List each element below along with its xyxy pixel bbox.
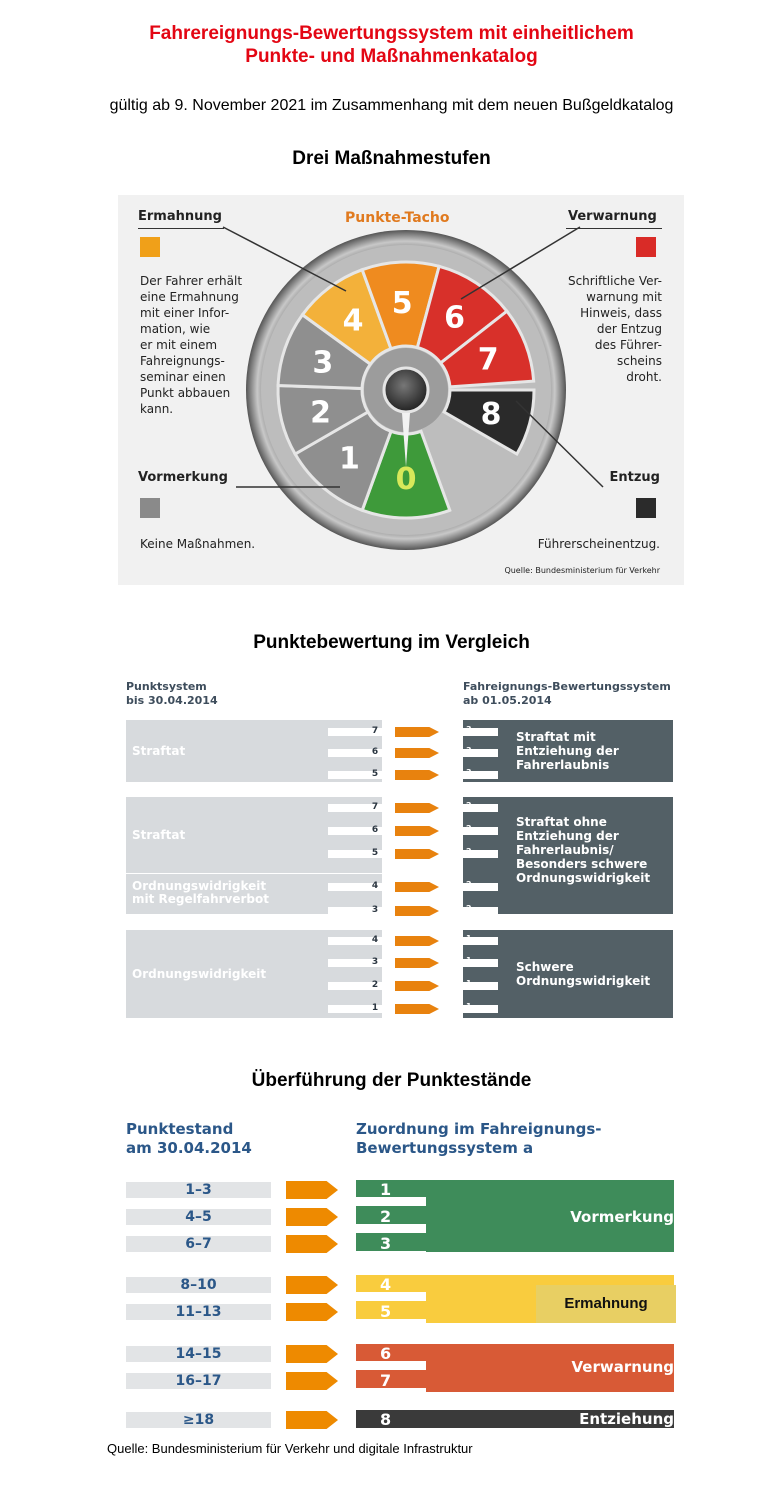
arrow-icon	[286, 1303, 338, 1321]
right-row-number: 2	[466, 801, 472, 810]
section3-heading: Überführung der Punktestände	[251, 1070, 532, 1091]
right-row-number: 2	[466, 824, 472, 833]
left-header-line1: Punktestand	[126, 1120, 234, 1138]
right-header-line1: Fahreignungs-Bewertungssystem	[463, 680, 671, 693]
right-row-number: 1	[466, 934, 472, 943]
arrow-icon	[286, 1208, 338, 1226]
verwarnung-description-line: der Entzug	[596, 322, 662, 336]
right-group-label: Straftat mit	[516, 730, 596, 744]
page-subtitle: gültig ab 9. November 2021 im Zusammenhang mit dem neuen Bußgeldkatalog	[109, 97, 674, 114]
left-group-label: Ordnungswidrigkeit	[132, 879, 267, 893]
left-header-line2: bis 30.04.2014	[126, 694, 218, 707]
verwarnung-description-line: Hinweis, dass	[580, 306, 662, 320]
arrow-icon	[395, 1004, 439, 1014]
left-group-label: Straftat	[132, 827, 186, 842]
right-group-label: Ordnungswidrigkeit	[516, 871, 651, 885]
punktestand-range: ≥18	[182, 1412, 215, 1428]
verwarnung-description-line: droht.	[626, 370, 662, 384]
arrow-icon	[395, 958, 439, 968]
punkte-tacho-graphic	[118, 195, 684, 585]
right-group-label: Entziehung der	[516, 829, 619, 843]
ermahnung-color-swatch	[140, 237, 160, 257]
arrow-icon	[286, 1345, 338, 1363]
left-row-number: 5	[371, 769, 379, 779]
arrow-icon	[395, 770, 439, 780]
arrow-icon	[286, 1411, 338, 1429]
ermahnung-description-line: Fahreignungs-	[140, 354, 225, 368]
right-row-number: 2	[466, 880, 472, 889]
left-group-label: mit Regelfahrverbot	[132, 892, 269, 906]
right-group-label: Fahrerlaubnis	[516, 758, 610, 772]
right-row-number: 1	[466, 1002, 472, 1011]
left-group-label: Straftat	[132, 743, 186, 758]
left-row-number: 7	[371, 802, 379, 812]
arrow-icon	[286, 1181, 338, 1199]
ermahnung-description-line: seminar einen	[140, 370, 226, 384]
tacho-title: Punkte-Tacho	[345, 210, 450, 226]
left-row-number: 4	[371, 935, 379, 945]
gauge-number-4: 4	[342, 303, 364, 339]
left-row-number: 1	[371, 1003, 379, 1013]
punktebewertung-vergleich	[118, 670, 684, 1025]
verwarnung-color-swatch	[636, 237, 656, 257]
fab-points: 2	[380, 1207, 392, 1226]
arrow-icon	[286, 1372, 338, 1390]
ermahnung-description-line: kann.	[140, 402, 174, 416]
ermahnung-description-line: er mit einem	[140, 338, 218, 352]
punktestand-range: 4–5	[185, 1209, 212, 1225]
tacho-source: Quelle: Bundesministerium für Verkehr	[504, 566, 660, 575]
gauge-hub	[384, 368, 428, 412]
left-row-number: 3	[371, 957, 379, 967]
punktestand-range: 16–17	[175, 1373, 222, 1389]
left-row-number: 3	[371, 905, 379, 915]
right-row-number: 1	[466, 956, 472, 965]
verwarnung-underline	[566, 228, 662, 229]
right-group-label: Schwere	[516, 960, 574, 974]
vormerkung-description: Keine Maßnahmen.	[140, 537, 256, 551]
gauge-number-1: 1	[338, 441, 360, 477]
ueberfuehrung-punktestaende	[118, 1110, 684, 1430]
right-row-number: 2	[466, 904, 472, 913]
arrow-icon	[395, 882, 439, 892]
punktestand-range: 1–3	[185, 1182, 212, 1198]
left-row-number: 6	[371, 825, 379, 835]
arrow-icon	[395, 936, 439, 946]
right-header-line2: ab 01.05.2014	[463, 694, 552, 707]
fab-points: 7	[380, 1371, 392, 1390]
category-label-vormerkung: Vormerkung	[570, 1208, 674, 1226]
right-row-number: 3	[466, 725, 472, 734]
right-group-label: Entziehung der	[516, 744, 619, 758]
tacho-title-vormerkung: Vormerkung	[138, 470, 228, 485]
left-row-number: 4	[371, 881, 379, 891]
gauge-number-5: 5	[391, 286, 413, 322]
page-title-line2: Punkte- und Maßnahmenkatalog	[245, 46, 538, 67]
arrow-icon	[395, 981, 439, 991]
fab-points: 6	[380, 1344, 392, 1363]
ermahnung-description-line: eine Ermahnung	[140, 290, 239, 304]
right-group-label: Besonders schwere	[516, 857, 648, 871]
tacho-title-verwarnung: Verwarnung	[568, 209, 657, 224]
right-group-label: Fahrerlaubnis/	[516, 843, 614, 857]
punktestand-range: 6–7	[185, 1236, 212, 1252]
ermahnung-description-line: mation, wie	[140, 322, 211, 336]
section1-heading: Drei Maßnahmestufen	[292, 148, 491, 169]
verwarnung-description-line: des Führer-	[594, 338, 662, 352]
right-row-number: 3	[466, 768, 472, 777]
verwarnung-description-line: scheins	[616, 354, 662, 368]
left-row-number: 5	[371, 848, 379, 858]
vormerkung-color-swatch	[140, 498, 160, 518]
arrow-icon	[395, 849, 439, 859]
ermahnung-description	[140, 273, 290, 417]
category-label-entziehung: Entziehung	[579, 1410, 674, 1428]
ermahnung-description-line: mit einer Infor-	[140, 306, 230, 320]
ermahnung-description-line: Punkt abbauen	[140, 386, 231, 400]
gauge-number-0: 0	[395, 462, 417, 497]
arrow-icon	[395, 906, 439, 916]
right-row-number: 3	[466, 746, 472, 755]
section2-heading: Punktebewertung im Vergleich	[253, 632, 530, 653]
footer-source: Quelle: Bundesministerium für Verkehr und digitale Infrastruktur	[107, 1441, 473, 1456]
left-header-line1: Punktsystem	[126, 680, 207, 693]
tacho-title-ermahnung: Ermahnung	[138, 209, 222, 224]
entzug-description: Führerscheinentzug.	[537, 537, 660, 551]
fab-points: 8	[380, 1410, 392, 1429]
left-row-number: 2	[371, 980, 379, 990]
fab-points: 4	[380, 1275, 392, 1294]
ermahnung-underline	[138, 228, 224, 229]
gauge-number-3: 3	[312, 345, 334, 381]
ermahnung-description-line: Der Fahrer erhält	[140, 274, 243, 288]
fab-points: 1	[380, 1180, 392, 1199]
arrow-icon	[395, 748, 439, 758]
arrow-icon	[395, 803, 439, 813]
gauge-number-6: 6	[444, 300, 466, 336]
fab-points: 3	[380, 1234, 392, 1253]
punktestand-range: 8–10	[180, 1277, 217, 1293]
entzug-color-swatch	[636, 498, 656, 518]
arrow-icon	[286, 1276, 338, 1294]
right-group-label: Straftat ohne	[516, 815, 607, 829]
tacho-title-entzug: Entzug	[609, 470, 660, 485]
right-row-number: 1	[466, 979, 472, 988]
category-label-verwarnung: Verwarnung	[571, 1358, 674, 1376]
verwarnung-description	[522, 273, 662, 385]
category-label-ermahnung: Ermahnung	[536, 1285, 676, 1323]
punktestand-range: 14–15	[175, 1346, 222, 1362]
right-row-number: 2	[466, 847, 472, 856]
left-group-label: Ordnungswidrigkeit	[132, 966, 267, 981]
page-title-line1: Fahrereignungs-Bewertungssystem mit einheitlichem	[149, 23, 634, 44]
gauge-number-8: 8	[480, 396, 502, 432]
fab-points: 5	[380, 1302, 392, 1321]
verwarnung-description-line: Schriftliche Ver-	[567, 274, 662, 288]
gauge-number-7: 7	[477, 342, 499, 378]
punktestand-range: 11–13	[175, 1304, 222, 1320]
left-row-number: 7	[371, 726, 379, 736]
verwarnung-description-line: warnung mit	[586, 290, 662, 304]
left-header-line2: am 30.04.2014	[126, 1139, 252, 1157]
arrow-icon	[395, 727, 439, 737]
gauge-number-2: 2	[310, 395, 332, 431]
arrow-icon	[395, 826, 439, 836]
left-row-number: 6	[371, 747, 379, 757]
arrow-icon	[286, 1235, 338, 1253]
right-header-line2: Bewertungssystem a	[356, 1139, 534, 1157]
right-group-label: Ordnungswidrigkeit	[516, 974, 651, 988]
right-header-line1: Zuordnung im Fahreignungs-	[356, 1120, 602, 1138]
